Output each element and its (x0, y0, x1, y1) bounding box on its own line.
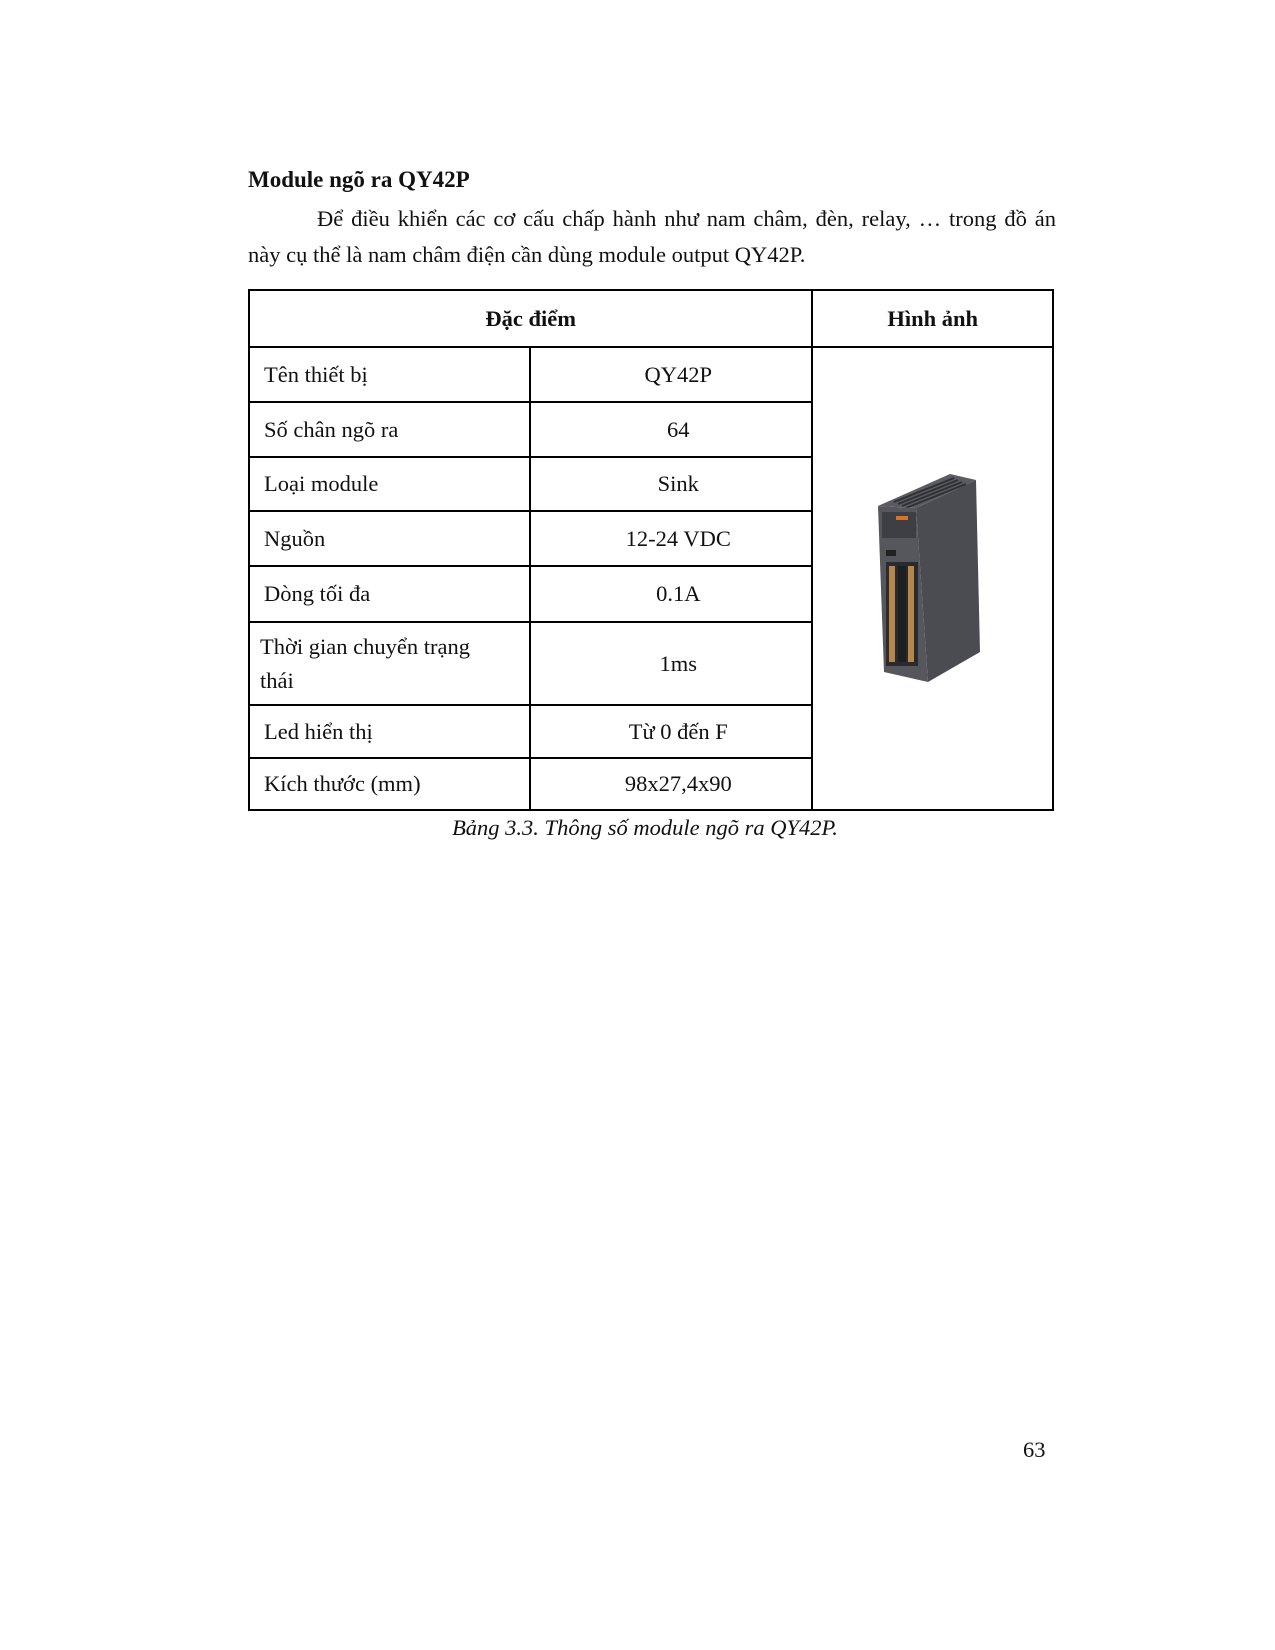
row-value: 1ms (530, 622, 812, 705)
table-header-row (249, 290, 1053, 347)
table-caption: Bảng 3.3. Thông số module ngõ ra QY42P. (452, 815, 838, 840)
row-label: Nguồn (249, 511, 530, 566)
plc-output-module-image (858, 466, 1008, 686)
row-label: Kích thước (mm) (249, 758, 530, 810)
row-value: 64 (530, 402, 812, 457)
row-value: 98x27,4x90 (530, 758, 812, 810)
row-value: 12-24 VDC (530, 511, 812, 566)
row-label: Thời gian chuyển trạng thái (249, 622, 530, 705)
row-value: Sink (530, 457, 812, 511)
table-row (249, 347, 1053, 402)
row-label: Loại module (249, 457, 530, 511)
image-cell (812, 347, 1053, 810)
row-label: Dòng tối đa (249, 566, 530, 622)
intro-paragraph-text: Để điều khiển các cơ cấu chấp hành như nam châm, đèn, relay, … trong đồ án này cụ thể là nam châm điện cần dùng module output QY42P. (248, 206, 1056, 267)
row-label: Tên thiết bị (249, 347, 530, 402)
spec-table (248, 289, 1054, 811)
intro-paragraph (248, 201, 1056, 273)
row-label: Led hiển thị (249, 705, 530, 758)
row-label: Số chân ngõ ra (249, 402, 530, 457)
header-image: Hình ảnh (812, 290, 1053, 347)
row-value: QY42P (530, 347, 812, 402)
page-number: 63 (1023, 1437, 1046, 1462)
header-features: Đặc điểm (249, 290, 812, 347)
row-value: Từ 0 đến F (530, 705, 812, 758)
row-value: 0.1A (530, 566, 812, 622)
section-title: Module ngõ ra QY42P (248, 167, 470, 192)
